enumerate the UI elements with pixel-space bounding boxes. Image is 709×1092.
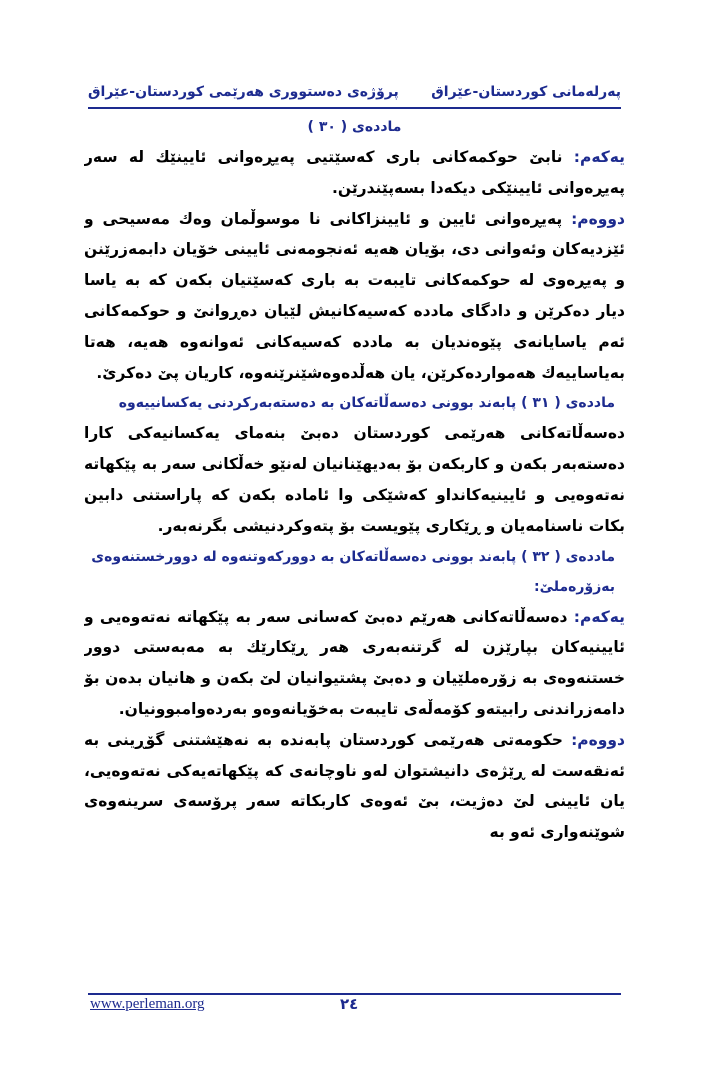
- article-31-title: ماددەی ( ٣١ ) پابەند بوونی دەسەڵاتەکان بە دەستەبەرکردنی یەکسانییەوە: [118, 395, 615, 412]
- article-31-paragraph: دەسەڵاتەکانی هەرێمی کوردستان دەبێ بنەمای یەکسانیەکی کارا دەستەبەر بکەن و کاربکەن بۆ بەدیهێنانیان لەنێو خەڵکانی سەر بە پێکهاتە نەتەوەیی و ئایینیەکانداو کەشێکی وا ئامادە بکەن کە پاراستنی دابین بکات ناسنامەیان و ڕێکاری پێویست بۆ پتەوکردنیشی بگرنەبەر.: [84, 424, 625, 535]
- article-32-p1-text: دەسەڵاتەکانی هەرێم دەبێ کەسانی سەر بە پێکهاتە نەتەوەیی و ئایینیەکان بپارێزن لە گرتنەبەری هەر ڕێکارێك بە مەبەستی دوور خستنەوەی بە زۆرەملێیان و دەبێ پشتیوانیان لێ بکەن و هانیان بدەن بۆ دامەزراندنی رابیتەو کۆمەڵەی تایبەت بەخۆیانەوەو بەردەوامبوونیان.: [84, 607, 625, 718]
- article-30-title: ماددەی ( ٣٠ ): [307, 119, 402, 135]
- header-parliament-title: پەرلەمانی کوردستان-عێراق: [431, 84, 621, 100]
- page-header: [88, 80, 621, 104]
- header-divider: [88, 107, 621, 109]
- article-30-p1-lead: یەکەم:: [573, 148, 625, 166]
- article-30-p2-lead: دووەم:: [571, 209, 625, 228]
- article-30-paragraph-2: [84, 204, 625, 389]
- footer-website-link[interactable]: www.perleman.org: [90, 996, 205, 1012]
- article-32-paragraph-2: [84, 725, 625, 848]
- article-30-paragraph-1: [84, 142, 625, 204]
- page-body: [84, 112, 625, 980]
- article-32-p1-lead: یەکەم:: [573, 607, 625, 626]
- article-32-p2-text: حکومەتی هەرێمی کوردستان پابەندە بە نەهێشتنی گۆڕینی بە ئەنقەست لە ڕێژەی دانیشتوان لەو ناوچانەی کە پێکهاتەیەکی نەتەوەیی، یان ئایینی لێ دەژیت، بێ ئەوەی کاربکاتە سەر پرۆسەی سرینەوەی شوێنەواری ئەو بە: [84, 730, 625, 842]
- article-32-paragraph-1: [84, 602, 625, 725]
- article-32-p2-lead: دووەم:: [571, 730, 625, 749]
- article-30-p1-text: نابێ حوکمەکانی باری کەسێتیی پەیڕەوانی ئایینێك لە سەر پەیڕەوانی ئایینێکی دیکەدا بسەپێندرێن.: [84, 148, 625, 197]
- page-number: ٢٤: [340, 995, 359, 1013]
- article-30-p2-text: پەیڕەوانی ئایین و ئایینزاکانی نا موسوڵمان وەك مەسیحی و ئێزدیەکان وئەوانی دی، بۆیان هەیە ئەنجومەنی ئایینی خۆیان دابمەزرێنن و پەیڕەوی لە حوکمەکانی تایبەت بە باری کەسێتیان بکەن کە بە یاسا دیار دەکرێن و دادگای ماددە کەسیەکانیش لێیان دەڕوانێ و حوکمەکانی ئەم یاسایانەی پێوەندیان بە ماددە کەسیەکانی ئەوانەوە هەیە، هەتا بەیاساییەك هەمواردەکرێن، یان هەڵدەوەشێنرێنەوە، کاریان پێ دەکرێ.: [84, 209, 625, 382]
- header-constitution-title: پرۆژەی دەستووری هەرێمی کوردستان-عێراق: [88, 84, 399, 100]
- article-32-title: ماددەی ( ٣٢ ) پابەند بوونی دەسەڵاتەکان بە دوورکەوتنەوە لە دوورخستنەوەی بەزۆرەملێ:: [91, 548, 615, 595]
